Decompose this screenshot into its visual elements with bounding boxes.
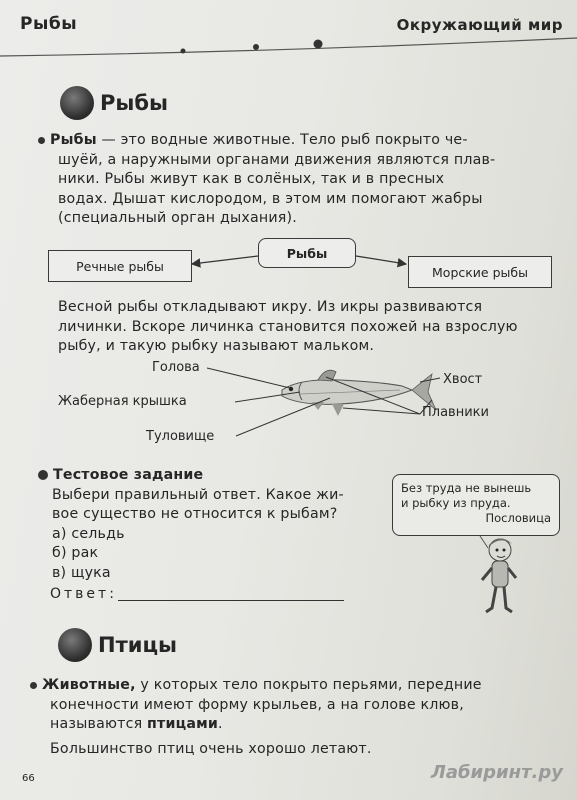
section-ball-icon [58,628,92,662]
label-head: Голова [152,360,200,375]
section-fish-title: Рыбы [100,91,169,115]
fish-intro-line: водах. Дышат кислородом, в этом им помогают жабры [58,190,483,207]
proverb-sign: Пословица [485,511,551,525]
birds-line: называются [50,716,148,732]
diagram-river-fish-box: Речные рыбы [48,250,192,282]
birds-line-end: . [218,716,223,732]
header-subject: Окружающий мир [396,16,563,34]
test-option: б) рак [52,545,99,561]
diagram-center-box: Рыбы [258,238,356,268]
birds-line: конечности имеют форму крыльев, а на голове клюв, [50,696,464,713]
spawning-line: рыбу, и такую рыбку называют мальком. [58,338,375,354]
fish-intro-line: ники. Рыбы живут как в солёных, так и в пресных [58,171,445,187]
page-number: 66 [22,773,35,784]
section-birds-title: Птицы [98,633,178,657]
fish-intro-line: шуёй, а наружными органами движения являются плав- [58,151,496,168]
test-title: Тестовое задание [53,467,204,483]
spawning-line: Весной рыбы откладывают икру. Из икры развиваются [58,299,483,315]
test-question-line: вое существо не относится к рыбам? [52,506,338,522]
birds-flying-text: Большинство птиц очень хорошо летают. [50,741,372,757]
proverb-box [392,474,560,536]
bullet-icon [30,682,37,689]
watermark: Лабиринт.ру [430,762,563,783]
section-birds-heading [58,628,177,662]
birds-line: у которых тело покрыто перьями, передние [135,677,482,693]
diagram-sea-fish-box: Морские рыбы [408,256,552,288]
birds-definition [30,676,570,735]
proverb-line: и рыбку из пруда. [401,496,511,510]
test-question-line: Выбери правильный ответ. Какое жи- [52,486,344,503]
label-body: Туловище [146,429,215,444]
birds-term: Животные, [42,677,136,693]
boy-character-icon [470,528,530,618]
fish-spawning-text [58,298,568,357]
proverb-line: Без труда не вынешь [401,481,532,495]
test-option: а) сельдь [52,525,125,542]
spawning-line: личинки. Вскоре личинка становится похожей на взрослую [58,318,518,335]
fish-intro-line: — это водные животные. Тело рыб покрыто че- [96,132,468,148]
header-left-title: Рыбы [20,14,78,34]
test-task [38,466,398,583]
bullet-icon [38,470,48,480]
test-option: в) щука [52,564,111,581]
fish-intro-line: (специальный орган дыхания). [58,210,297,226]
answer-line[interactable] [118,600,344,601]
label-tail: Хвост [443,372,483,387]
birds-term-highlight: птицами [147,716,219,732]
fish-term: Рыбы [50,132,97,148]
answer-label: Ответ: [50,586,117,602]
label-fins: Плавники [422,405,489,420]
label-gill-cover: Жаберная крышка [58,394,187,409]
